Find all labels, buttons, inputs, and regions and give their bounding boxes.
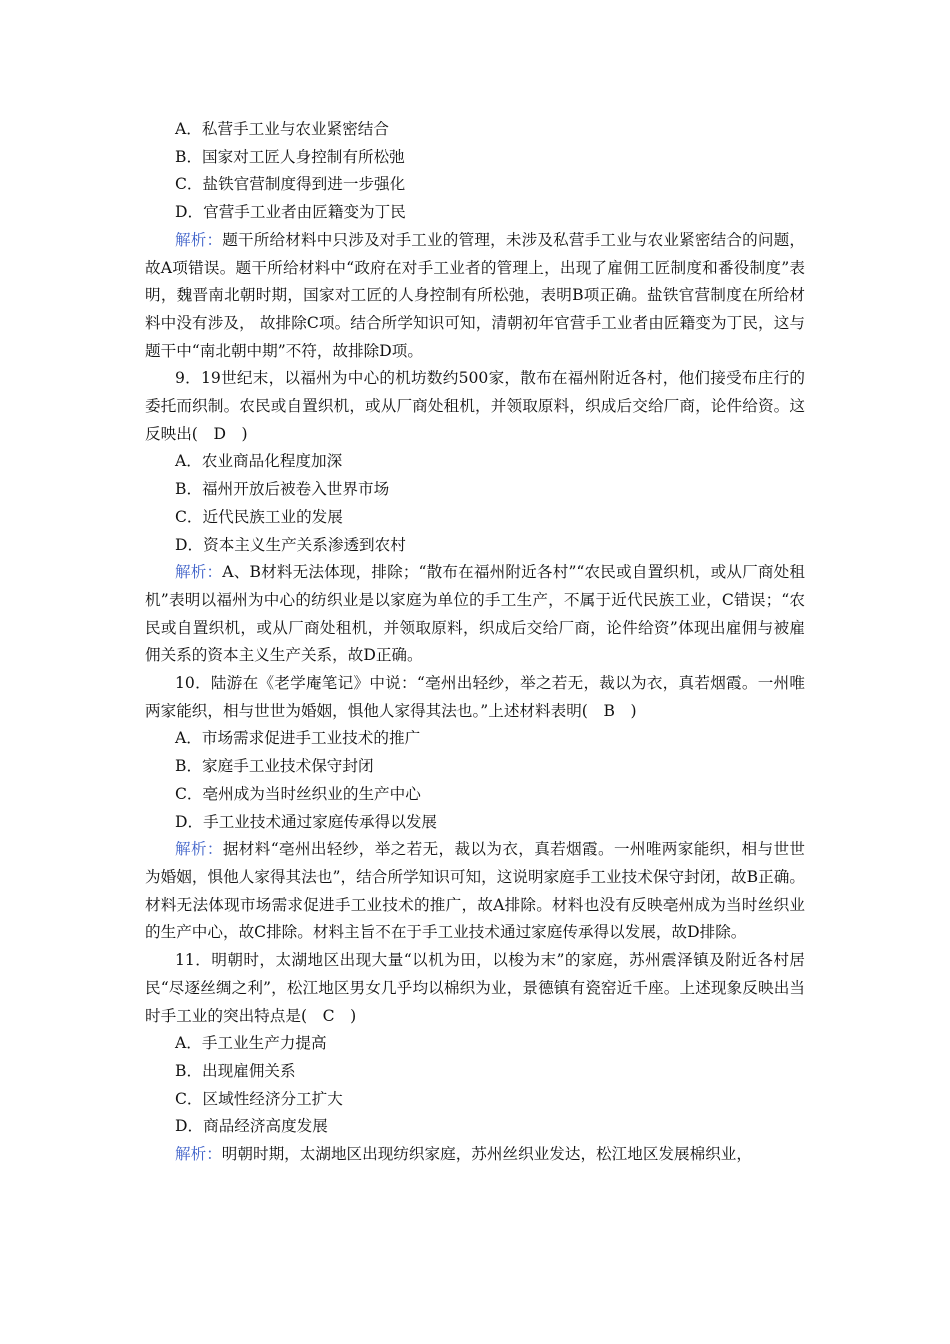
opt-11d: D．商品经济高度发展 (175, 1117, 328, 1136)
explanation-label: 解析： (175, 840, 223, 859)
explanation-8 (145, 227, 805, 366)
opt-10b: B．家庭手工业技术保守封闭 (175, 757, 374, 776)
explanation-10 (145, 836, 805, 947)
opt-10a: A．市场需求促进手工业技术的推广 (175, 729, 421, 748)
opt-8c: C．盐铁官营制度得到进一步强化 (175, 175, 406, 194)
explanation-text: 明朝时期，太湖地区出现纺织家庭，苏州丝织业发达，松江地区发展棉织业， (221, 1145, 752, 1164)
question-10: 10．陆游在《老学庵笔记》中说：“亳州出轻纱，举之若无，裁以为衣，真若烟霞。一州唯两家能织，相与世世为婚姻，惧他人家得其法也。”上述材料表明( B ) (145, 674, 805, 720)
explanation-9 (145, 559, 805, 670)
opt-9c: C．近代民族工业的发展 (175, 507, 343, 526)
opt-8a: A．私营手工业与农业紧密结合 (175, 120, 389, 138)
opt-10c: C．亳州成为当时丝织业的生产中心 (175, 784, 421, 803)
opt-9d: D．资本主义生产关系渗透到农村 (175, 535, 406, 554)
opt-11b: B．出现雇佣关系 (175, 1061, 296, 1080)
explanation-text: A、B材料无法体现，排除；“散布在福州附近各村”“农民或自置织机，或从厂商处租机”表明以福州为中心的纺织业是以家庭为单位的手工生产，不属于近代民族工业，C错误；“农民或自置织机，或从厂商处租机，并领取原料，织成后交给厂商，论件给资”体现出雇佣与被雇佣关系的资本主义生产关系，故D正确。 (145, 563, 805, 665)
explanation-label: 解析： (175, 1145, 222, 1164)
explanation-text: 据材料“亳州出轻纱，举之若无，裁以为衣，真若烟霞。一州唯两家能织，相与世世为婚姻，惧他人家得其法也”，结合所学知识可知，这说明家庭手工业技术保守封闭，故B正确。材料无法体现市场需求促进手工业技术的推广，故A排除。材料也没有反映亳州成为当时丝织业的生产中心，故C排除。材料主旨不在于手工业技术通过家庭传承得以发展，故D排除。 (145, 840, 805, 942)
question-11: 11．明朝时，太湖地区出现大量“以机为田，以梭为末”的家庭，苏州震泽镇及附近各村居民“尽逐丝绸之利”，松江地区男女几乎均以棉织为业，景德镇有瓷窑近千座。上述现象反映出当时手工业的突出特点是( C ) (145, 951, 805, 1025)
opt-9b: B．福州开放后被卷入世界市场 (175, 480, 390, 499)
opt-10d: D．手工业技术通过家庭传承得以发展 (175, 812, 438, 831)
explanation-11 (145, 1141, 805, 1169)
opt-11a: A．手工业生产力提高 (175, 1034, 327, 1053)
explanation-label: 解析： (175, 563, 223, 582)
opt-8b: B．国家对工匠人身控制有所松弛 (175, 147, 405, 166)
document-page (145, 116, 805, 1169)
opt-11c: C．区域性经济分工扩大 (175, 1089, 343, 1108)
opt-9a: A．农业商品化程度加深 (175, 452, 343, 471)
opt-8d: D．官营手工业者由匠籍变为丁民 (175, 203, 406, 222)
explanation-text: 题干所给材料中只涉及对手工业的管理，未涉及私营手工业与农业紧密结合的问题，故A项错误。题干所给材料中“政府在对手工业者的管理上，出现了雇佣工匠制度和番役制度”表明，魏晋南北朝时期，国家对工匠的人身控制有所松弛，表明B项正确。盐铁官营制度在所给材料中没有涉及， 故排除C项。结合所学知识可知，清朝初年官营手工业者由匠籍变为丁民，这与题干中“南北朝中期”不符，故排除D项。 (145, 230, 805, 360)
question-9: 9．19世纪末，以福州为中心的机坊数约500家，散布在福州附近各村，他们接受布庄行的委托而织制。农民或自置织机，或从厂商处租机，并领取原料，织成后交给厂商，论件给资。这反映出( D ) (145, 369, 805, 443)
explanation-label: 解析： (175, 230, 223, 249)
